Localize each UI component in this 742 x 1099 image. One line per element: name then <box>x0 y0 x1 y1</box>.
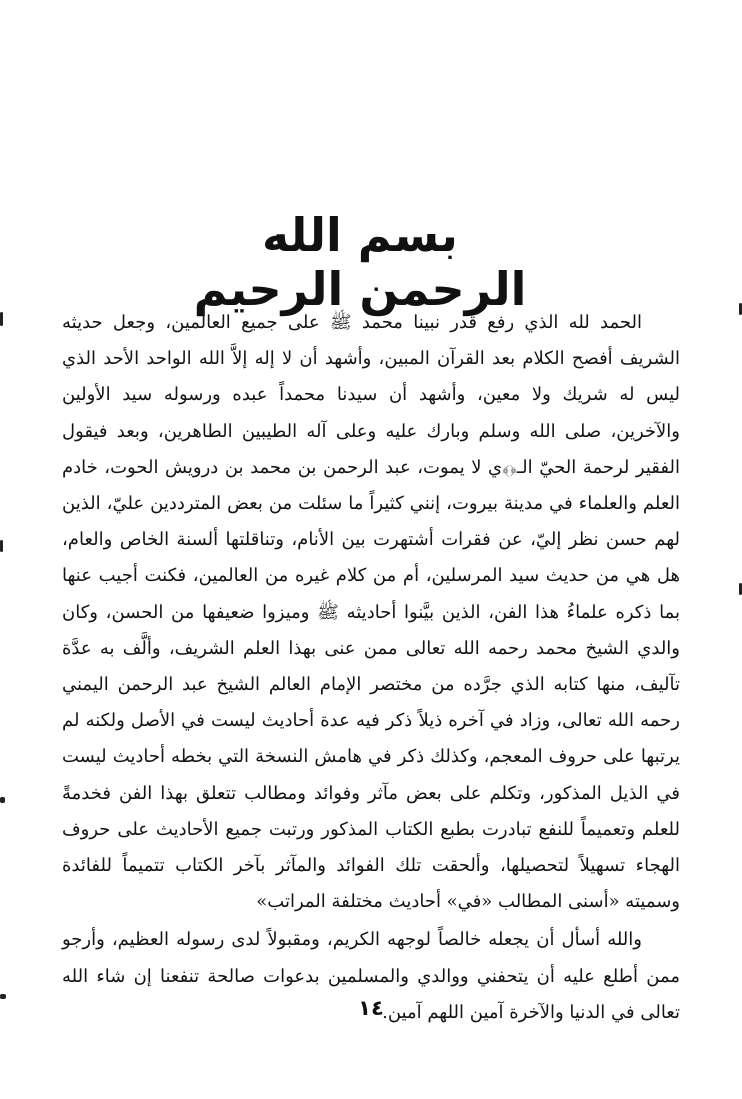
scan-edge-mark <box>0 540 3 552</box>
basmala-calligraphy <box>190 200 530 316</box>
basmala-text: بسم الله الرحمن الرحيم <box>193 208 527 316</box>
page-number: ١٤ <box>358 996 384 1020</box>
scan-edge-mark <box>0 994 6 999</box>
intro-paragraph: الحمد لله الذي رفع قدر نبينا محمد ﷺ على جميع العالمين، وجعل حديثه الشريف أفصح الكلام بعد القرآن المبين، وأشهد أن لا إله إلاَّ الله الواحد الأحد الذي ليس له شريك ولا معين، وأشهد أن سيدنا محمداً عبده ورسوله سيد الأولين والآخرين، صلى الله وسلم وبارك عليه وعلى آله الطيبين الطاهرين، وبعد فيقول الفقير لرحمة الحيّ الـ﴿﴾ي لا يموت، عبد الرحمن بن محمد بن درويش الحوت، خادم العلم والعلماء في مدينة بيروت، إنني كثيراً ما سئلت من بعض المترددين عليّ، الذين لهم حسن نظر إليّ، عن فقرات أشتهرت بين الأنام، وتناقلتها ألسنة الخاص والعام، هل هي من حديث سيد المرسلين، أم من كلام غيره من العالمين، فكنت أجيب عنها بما ذكره علماءُ هذا الفن، الذين بيَّنوا أحاديثه ﷺ وميزوا ضعيفها من الحسن، وكان والدي الشيخ محمد رحمه الله تعالى ممن عنى بهذا العلم الشريف، وألَّف به عدَّة تآليف، منها كتابه الذي جرَّده من مختصر الإمام العالم الشيخ عبد الرحمن اليمني رحمه الله تعالى، وزاد في آخره ذيلاً ذكر فيه عدة أحاديث ليست في الأصل ولكنه لم يرتبها على حروف المعجم، وكذلك ذكر في هامش النسخة التي بخطه أحاديث ليست في الذيل المذكور، وتكلم على بعض مآثر وفوائد ومطالب تتعلق بهذا الفن فخدمةً للعلم وتعميماً للنفع تبادرت بطبع الكتاب المذكور ورتبت جميع الأحاديث على حروف الهجاء تسهيلاً لتحصيلها، وألحقت تلك الفوائد والمآثر بآخر الكتاب تتميماً للفائدة وسميته «أسنى المطالب «في» أحاديث مختلفة المراتب» <box>62 312 680 913</box>
closing-paragraph: والله أسأل أن يجعله خالصاً لوجهه الكريم، ومقبولاً لدى رسوله العظيم، وأرجو ممن أطلع عليه أن يتحفني ووالدي والمسلمين بدعوات صالحة تنفعنا إن شاء الله تعالى في الدنيا والآخرة آمين اللهم آمين. <box>62 929 680 1023</box>
scan-edge-mark <box>0 797 5 803</box>
scan-edge-mark <box>0 312 3 326</box>
body-text <box>62 305 680 1031</box>
